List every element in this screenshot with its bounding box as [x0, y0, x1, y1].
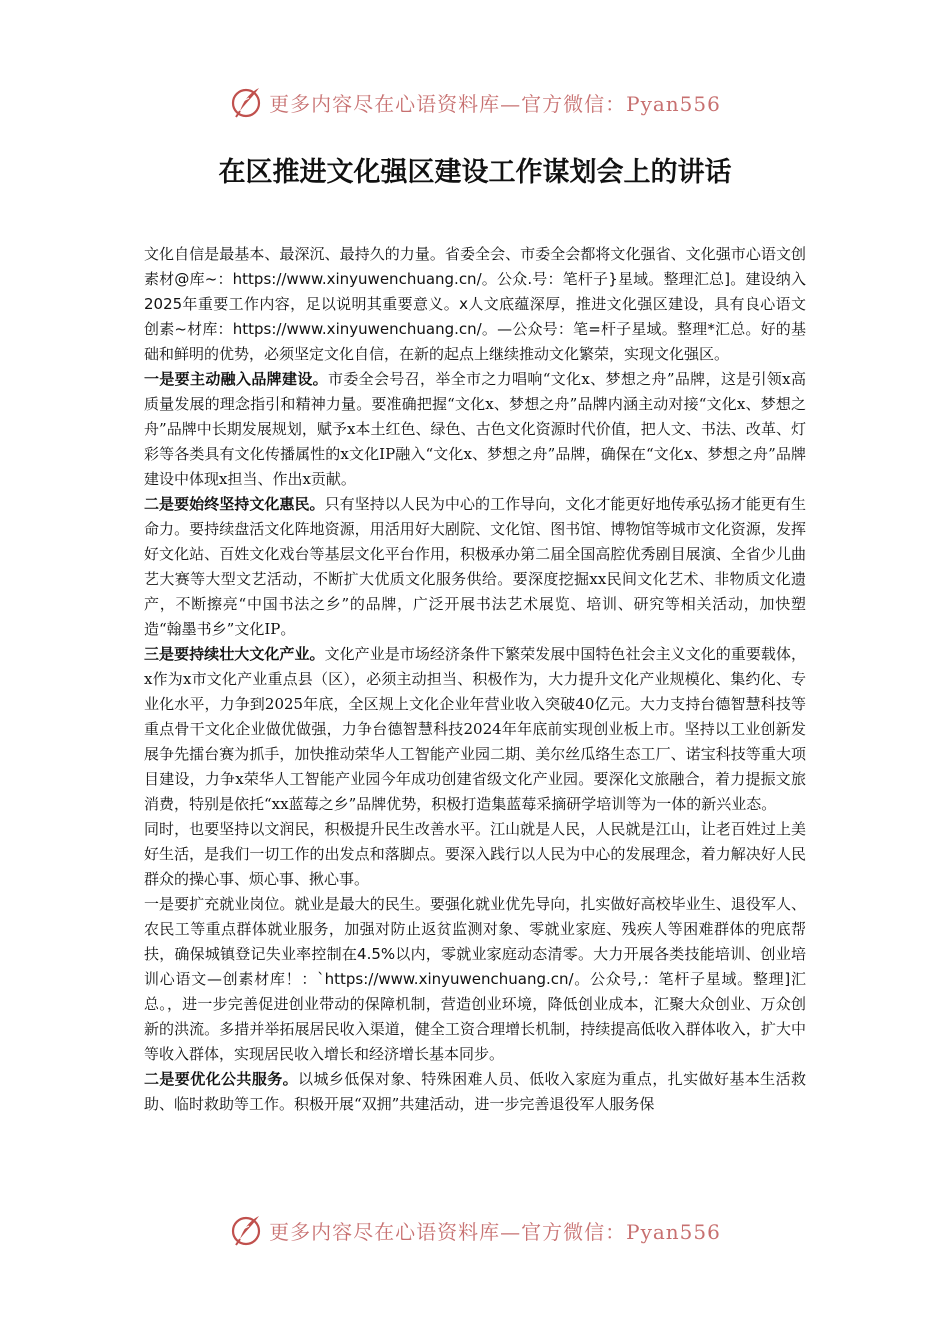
paragraph-text: 只有坚持以人民为中心的工作导向，文化才能更好地传承弘扬才能更有生命力。要持续盘活文化阵地资源，用活用好大剧院、文化馆、图书馆、博物馆等城市文化资源，发挥好文化站、百姓文化戏台等基层文化平台作用，积极承办第二届全国高腔优秀剧目展演、全省少儿曲艺大赛等大型文艺活动，不断扩大优质文化服务供给。要深度挖掘xx民间文化艺术、非物质文化遗产，不断擦亮“中国书法之乡”的品牌，广泛开展书法艺术展览、培训、研究等相关活动，加快塑造“翰墨书乡”文化IP。 — [144, 495, 806, 638]
paragraph-lead: 二是要优化公共服务。 — [144, 1070, 299, 1088]
paragraph-1 — [144, 242, 806, 367]
paragraph-6 — [144, 892, 806, 1067]
document-body — [144, 242, 806, 1117]
header-watermark — [0, 82, 950, 122]
paragraph-7 — [144, 1067, 806, 1117]
watermark-text: 更多内容尽在心语资料库—官方微信：Pyan556 — [269, 91, 721, 116]
watermark-text: 更多内容尽在心语资料库—官方微信：Pyan556 — [269, 1219, 721, 1244]
footer-watermark — [0, 1210, 950, 1250]
document-title: 在区推进文化强区建设工作谋划会上的讲话 — [218, 157, 732, 188]
paragraph-text: 以城乡低保对象、特殊困难人员、低收入家庭为重点，扎实做好基本生活救助、临时救助等工作。积极开展“双拥”共建活动，进一步完善退役军人服务保 — [144, 1070, 806, 1113]
quill-logo-icon — [229, 1212, 265, 1248]
paragraph-lead: 一是要主动融入品牌建设。 — [144, 370, 329, 388]
paragraph-lead: 二是要始终坚持文化惠民。 — [144, 495, 325, 513]
paragraph-2 — [144, 367, 806, 492]
paragraph-text: 同时，也要坚持以文润民，积极提升民生改善水平。江山就是人民，人民就是江山，让老百姓过上美好生活，是我们一切工作的出发点和落脚点。要深入践行以人民为中心的发展理念，着力解决好人民群众的操心事、烦心事、揪心事。 — [144, 820, 806, 888]
paragraph-text: 一是要扩充就业岗位。就业是最大的民生。要强化就业优先导向，扎实做好高校毕业生、退役军人、农民工等重点群体就业服务，加强对防止返贫监测对象、零就业家庭、残疾人等困难群体的兜底帮扶，确保城镇登记失业率控制在4.5%以内，零就业家庭动态清零。大力开展各类技能培训、创业培训心语文—创素材库！：`https://www.xinyuwenchuang.cn/。公众号,：笔杆子星域。整理]汇总。，进一步完善促进创业带动的保障机制，营造创业环境，降低创业成本，汇聚大众创业、万众创新的洪流。多措并举拓展居民收入渠道，健全工资合理增长机制，持续提高低收入群体收入，扩大中等收入群体，实现居民收入增长和经济增长基本同步。 — [144, 895, 806, 1063]
paragraph-4 — [144, 642, 806, 817]
paragraph-3 — [144, 492, 806, 642]
paragraph-text: 文化自信是最基本、最深沉、最持久的力量。省委全会、市委全会都将文化强省、文化强市心语文创素材@库~：https://www.xinyuwenchuang.cn/。公众.号：笔杆子}星域。整理汇总]。建设纳入2025年重要工作内容，足以说明其重要意义。x人文底蕴深厚，推进文化强区建设，具有良心语文创素~材库：https://www.xinyuwenchuang.cn/。—公众号：笔=杆子星域。整理*汇总。好的基础和鲜明的优势，必须坚定文化自信，在新的起点上继续推动文化繁荣，实现文化强区。 — [144, 245, 806, 363]
paragraph-text: 文化产业是市场经济条件下繁荣发展中国特色社会主义文化的重要载体，x作为x市文化产业重点县（区），必须主动担当、积极作为，大力提升文化产业规模化、集约化、专业化水平，力争到2025年底，全区规上文化企业年营业收入突破40亿元。大力支持台德智慧科技等重点骨干文化企业做优做强，力争台德智慧科技2024年年底前实现创业板上市。坚持以工业创新发展争先擂台赛为抓手，加快推动荣华人工智能产业园二期、美尔丝瓜络生态工厂、诺宝科技等重大项目建设，力争x荣华人工智能产业园今年成功创建省级文化产业园。要深化文旅融合，着力提振文旅消费，特别是依托“xx蓝莓之乡”品牌优势，积极打造集蓝莓采摘研学培训等为一体的新兴业态。 — [144, 645, 806, 813]
paragraph-text: 市委全会号召，举全市之力唱响“文化x、梦想之舟”品牌，这是引领x高质量发展的理念指引和精神力量。要准确把握“文化x、梦想之舟”品牌内涵主动对接“文化x、梦想之舟”品牌中长期发展规划，赋予x本土红色、绿色、古色文化资源时代价值，把人文、书法、改革、灯彩等各类具有文化传播属性的x文化IP融入“文化x、梦想之舟”品牌，确保在“文化x、梦想之舟”品牌建设中体现x担当、作出x贡献。 — [144, 370, 806, 488]
paragraph-5 — [144, 817, 806, 892]
paragraph-lead: 三是要持续壮大文化产业。 — [144, 645, 325, 663]
quill-logo-icon — [229, 84, 265, 120]
